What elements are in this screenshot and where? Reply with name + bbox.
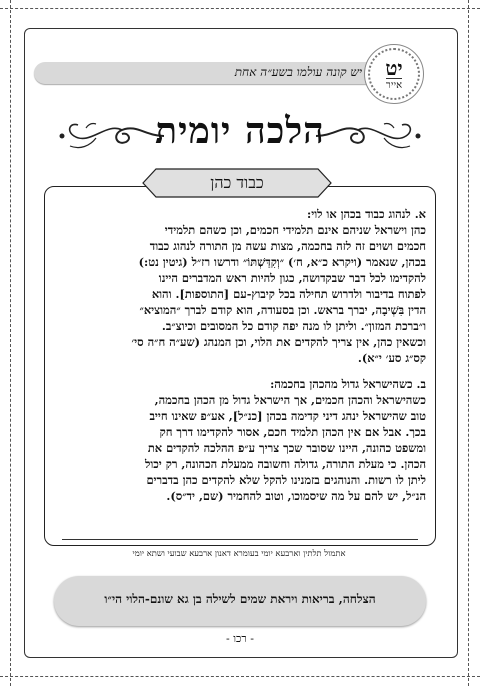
paragraph-b-line: בכך. אבל אם אין הכהן תלמיד חכם, אסור להקדימו דרך חק bbox=[159, 425, 426, 439]
paragraph-a-line: קס״ג סע׳ י״א). bbox=[357, 351, 426, 365]
day-month: אייר bbox=[385, 79, 403, 91]
cut-line-left bbox=[10, 0, 11, 686]
dedication-bar bbox=[54, 576, 426, 626]
paragraph-b-line: כשהישראל והכהן חכמים, אך הישראל גדול מן הכהן בחכמה, bbox=[154, 393, 426, 407]
page-title: הלכה יומית bbox=[155, 110, 325, 152]
paragraph-b-line: ליתן לו רשות. והנוהגים בזמנינו להקל שלא להקדים כהן בדברים bbox=[146, 473, 426, 487]
paragraph-a-line: חכמים ושוים זה לזה בחכמה, מצות עשה מן התורה לנהוג כבוד bbox=[149, 239, 426, 253]
paragraph-b-line: טוב שהישראל ינהג דיני קדימה בכהן [כנ״ל], אע״פ שאינו חייב bbox=[149, 409, 426, 423]
omer-count-footnote: אתמול תלתין וארבעא יומי בעומרא דאנון ארבעא שבועי ושתא יומי bbox=[132, 548, 346, 558]
section-title: כבוד כהן bbox=[210, 173, 264, 192]
paragraph-a-line: כהן וישראל שניהם אינם תלמידי חכמים, וכן כשהם תלמידי bbox=[164, 223, 426, 237]
paragraph-a-line: ו״ברכת המזון״. וליתן לו מנה יפה קודם כל המסובים וכיוצ״ב. bbox=[161, 319, 426, 333]
dedication-text: הצלחה, בריאות ויראת שמים לשילה בן גא שונם-הלוי הי״ו bbox=[104, 592, 376, 606]
paragraph-a-heading: א. לנהוג כבוד בכהן או לוי: bbox=[307, 207, 426, 221]
halacha-body bbox=[54, 206, 426, 504]
footnote-divider bbox=[62, 539, 418, 540]
cut-line-right bbox=[468, 0, 469, 686]
paragraph-a-line: לפתוח בדיבור ולדרוש תחילה בכל קיבוץ-עם [התוספות]. והוא bbox=[151, 287, 426, 301]
paragraph-b-line: הכהן. כי מעלת התורה, גדולה וחשובה ממעלת הכהונה, רק יכול bbox=[144, 457, 426, 471]
header-text: יש קונה עולמו בשע״ה אחת bbox=[234, 65, 362, 79]
paragraph-b-line: ומשפט כהונה, היינו שסובר שכך צריך ע״פ ההלכה להקדים את bbox=[147, 441, 426, 455]
cut-line-top bbox=[0, 8, 480, 9]
paragraph-gap bbox=[54, 366, 426, 376]
paragraph-a-line: להקדימו לכל דבר שבקדושה, כגון להיות ראש המדברים היינו bbox=[158, 271, 426, 285]
section-banner bbox=[142, 168, 332, 198]
paragraph-a-line: וכשאין כהן, אין צריך להקדים את הלוי, וכן המנהג (שע״ה ח״ה סי׳ bbox=[131, 335, 426, 349]
day-badge-inner bbox=[368, 48, 420, 100]
paragraph-a-line: הדין בִּשְׁיבָה, יברך בראש. וכן בסעודה, הוא קודם לברך ״המוציא״ bbox=[139, 303, 426, 317]
day-number: יט bbox=[385, 55, 403, 80]
cut-line-bottom bbox=[0, 676, 480, 677]
header-bar bbox=[34, 62, 374, 84]
paragraph-a-line: בכהן, שנאמר (ויקרא כ״א, ח׳) ״וְקִדַּשְׁתּוֹ״ ודרשו רז״ל (גיטין נט:) bbox=[138, 255, 426, 269]
paragraph-b-heading: ב. כשהישראל גדול מהכהן בחכמה: bbox=[270, 377, 426, 391]
day-badge bbox=[364, 44, 424, 104]
paragraph-b-line: הנ״ל, יש להם על מה שיסמוכו, וטוב להחמיר (שם, יד״ס). bbox=[166, 489, 426, 503]
page-number: - רכו - bbox=[225, 632, 255, 645]
